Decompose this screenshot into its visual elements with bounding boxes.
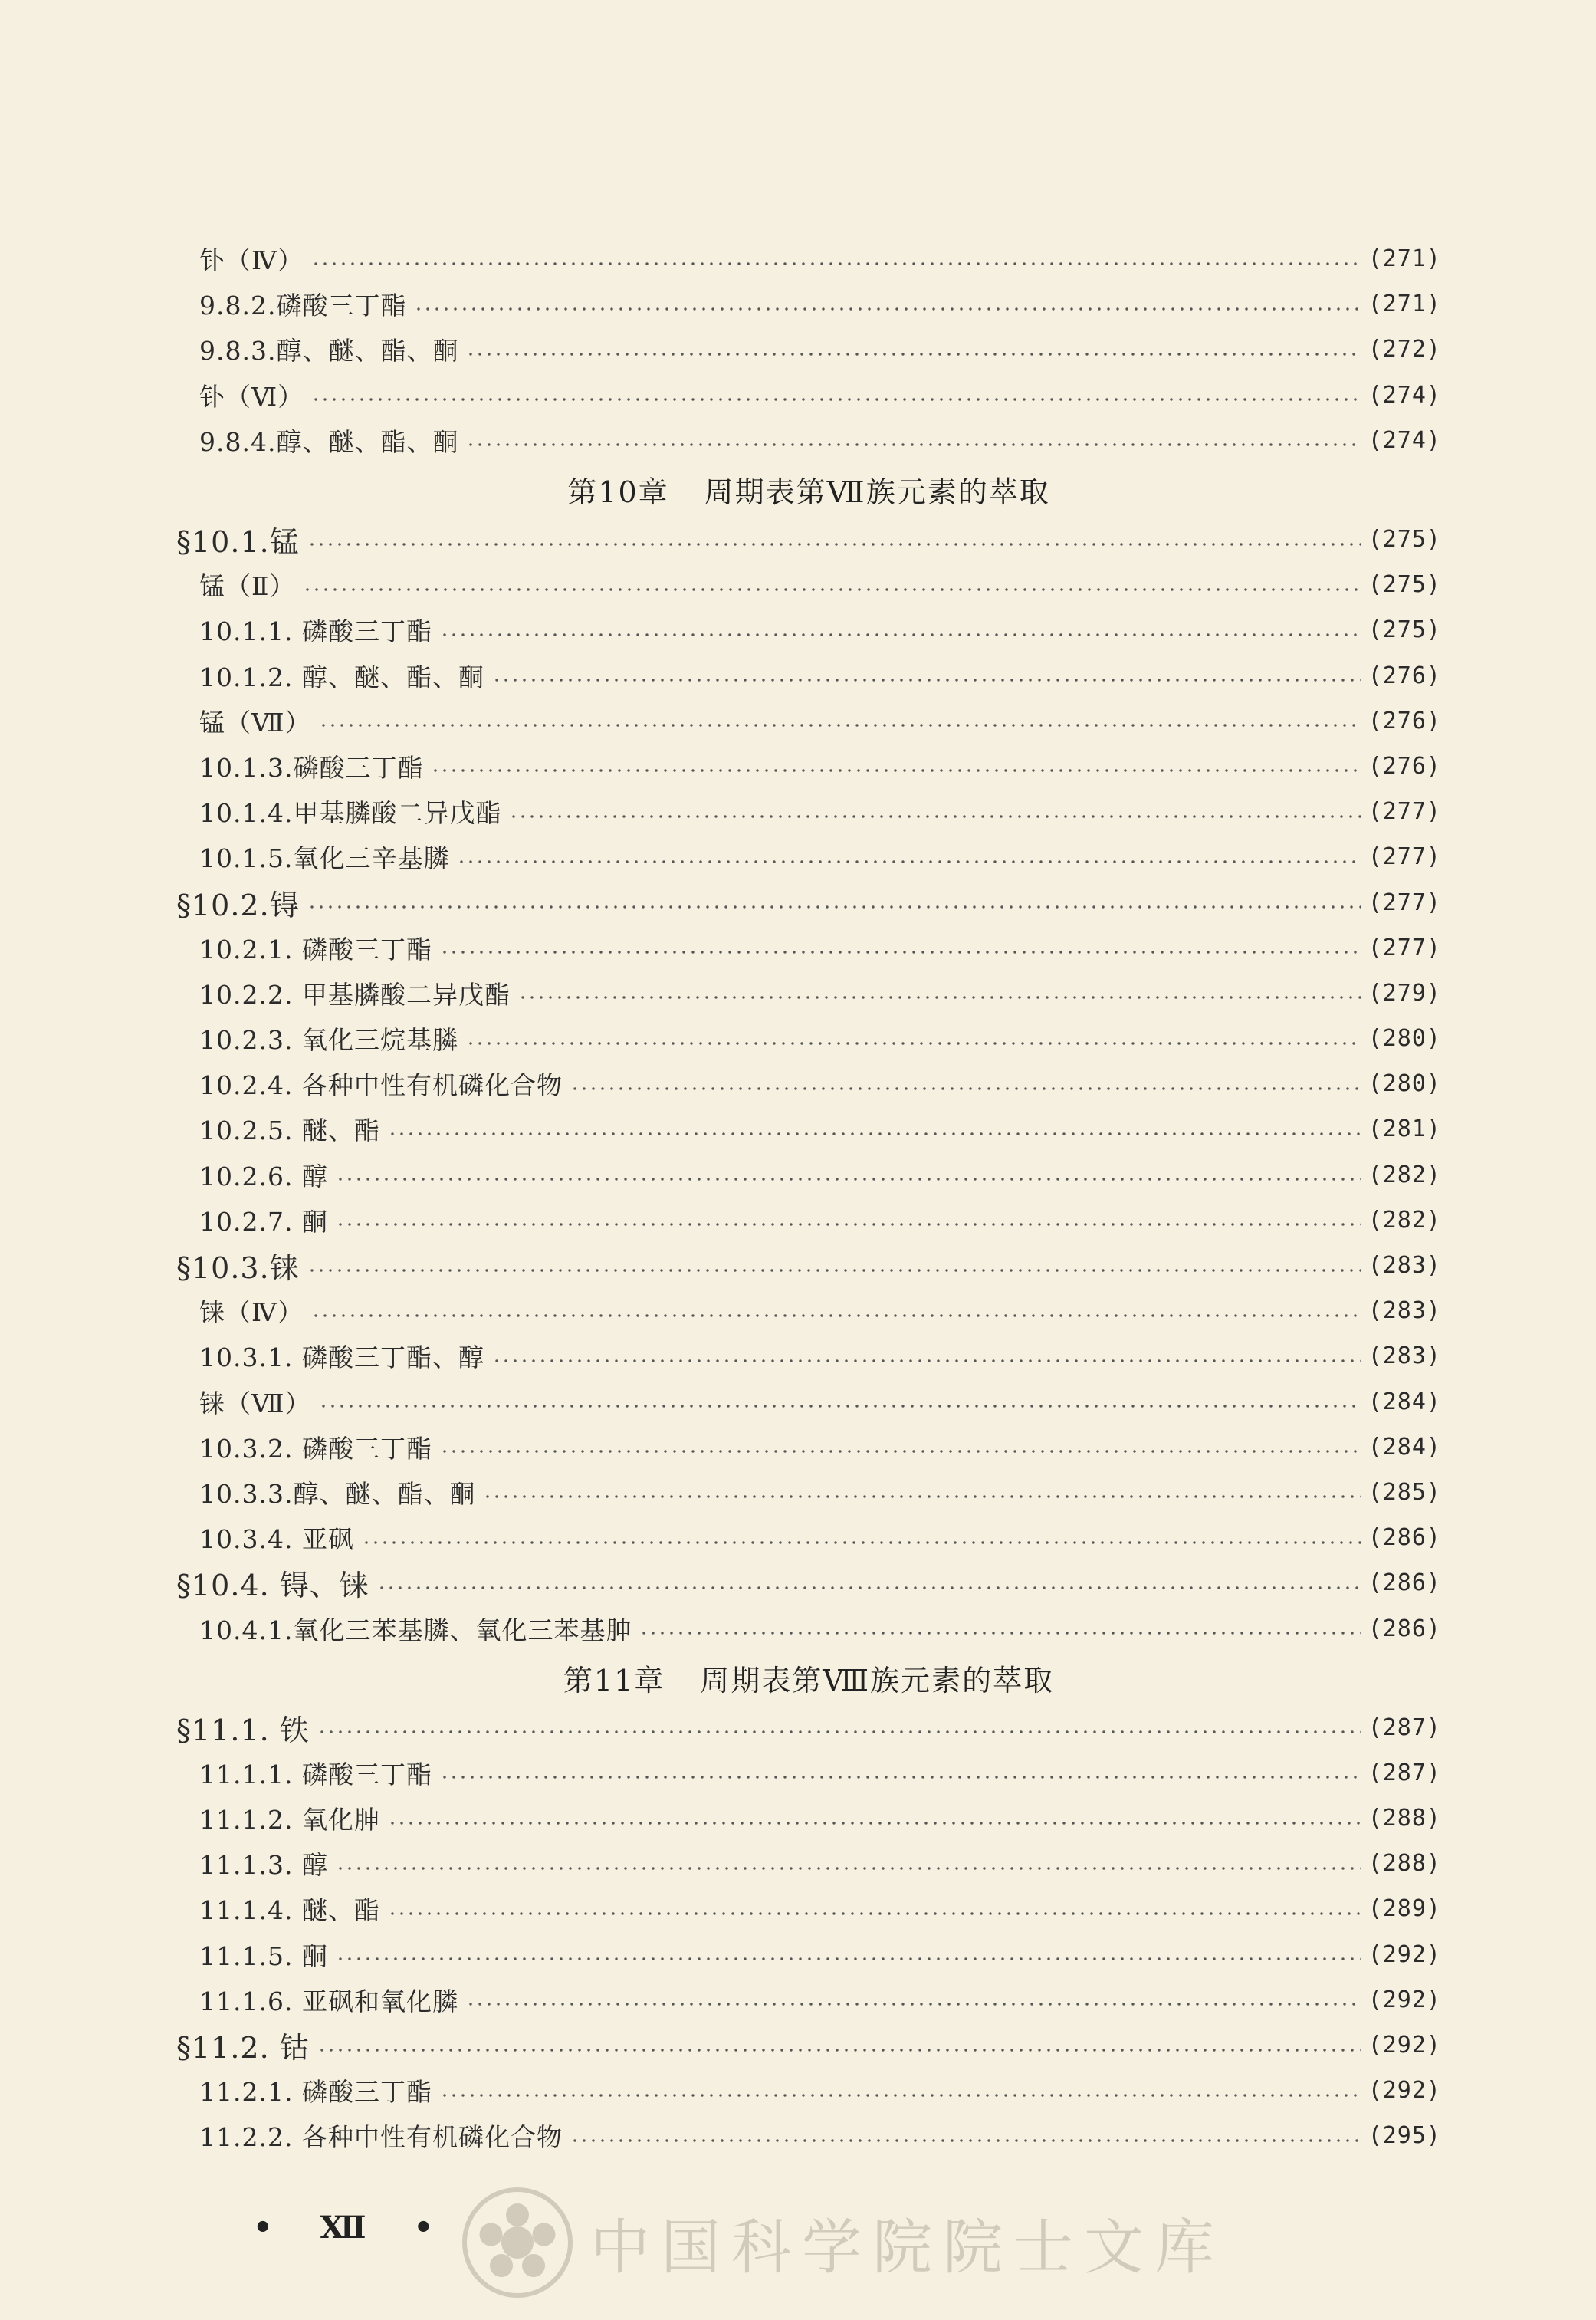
toc-entry-page: (277) bbox=[1368, 889, 1441, 916]
toc-entry bbox=[176, 1796, 1441, 1841]
toc-entry bbox=[176, 1198, 1441, 1243]
toc-entry bbox=[176, 373, 1441, 418]
toc-entry bbox=[176, 1977, 1441, 2023]
chapter-number: 第10章 bbox=[567, 475, 669, 510]
toc-entry-page: (285) bbox=[1368, 1478, 1441, 1506]
toc-entry bbox=[176, 2113, 1441, 2158]
toc-entry-label: 10.4.1.氧化三苯基膦、氧化三苯基胂 bbox=[199, 1615, 632, 1645]
dot-leader bbox=[311, 262, 1361, 265]
toc-entry-label: 11.1.3. 醇 bbox=[199, 1850, 328, 1881]
toc-entry-page: (289) bbox=[1368, 1895, 1441, 1923]
toc-entry-page: (286) bbox=[1368, 1569, 1441, 1597]
toc-entry-page: (275) bbox=[1368, 571, 1441, 599]
toc-entry-page: (277) bbox=[1368, 934, 1441, 961]
dot-leader bbox=[336, 1178, 1361, 1181]
dot-leader bbox=[509, 815, 1360, 818]
toc-entry bbox=[176, 418, 1441, 463]
dot-leader bbox=[414, 307, 1360, 311]
toc-entry-page: (275) bbox=[1368, 526, 1441, 554]
toc-entry-label: 11.2.2. 各种中性有机磷化合物 bbox=[199, 2122, 563, 2153]
toc-entry bbox=[176, 2023, 1441, 2068]
toc-entry-label: 10.1.5.氧化三辛基膦 bbox=[199, 843, 450, 874]
toc-entry-page: (276) bbox=[1368, 707, 1441, 734]
toc-entry-label: 钋（Ⅳ） bbox=[199, 245, 304, 276]
dot-leader bbox=[457, 860, 1360, 863]
dot-leader bbox=[336, 1867, 1361, 1870]
toc-entry bbox=[176, 2068, 1441, 2113]
toc-entry-label: 10.3.2. 磷酸三丁酯 bbox=[199, 1433, 432, 1464]
dot-leader bbox=[466, 2003, 1361, 2006]
toc-entry bbox=[176, 281, 1441, 327]
dot-leader bbox=[440, 1450, 1361, 1453]
toc-entry-page: (286) bbox=[1368, 1615, 1441, 1642]
dot-leader bbox=[440, 951, 1361, 954]
toc-entry bbox=[176, 1705, 1441, 1750]
toc-entry bbox=[176, 698, 1441, 744]
toc-entry-label: 10.2.1. 磷酸三丁酯 bbox=[199, 934, 432, 964]
toc-entry bbox=[176, 1425, 1441, 1470]
toc-entry-page: (292) bbox=[1368, 2032, 1441, 2059]
toc-entry-label: 10.2.3. 氧化三烷基膦 bbox=[199, 1025, 458, 1056]
toc-entry bbox=[176, 1379, 1441, 1425]
toc-entry bbox=[176, 1152, 1441, 1198]
dot-leader bbox=[492, 679, 1361, 682]
watermark bbox=[460, 2185, 1225, 2300]
dot-leader bbox=[303, 588, 1360, 591]
page-number-footer: • Ⅻ • bbox=[253, 2210, 452, 2246]
dot-leader bbox=[570, 2139, 1361, 2142]
dot-leader bbox=[311, 398, 1360, 401]
toc-entry-page: (292) bbox=[1368, 1986, 1441, 2013]
toc-entry bbox=[176, 1515, 1441, 1560]
toc-entry bbox=[176, 1016, 1441, 1061]
dot-leader bbox=[307, 905, 1361, 909]
toc-entry-page: (277) bbox=[1368, 798, 1441, 826]
chapter-title: 周期表第Ⅶ族元素的萃取 bbox=[704, 475, 1050, 510]
toc-entry bbox=[176, 744, 1441, 789]
toc-entry-page: (271) bbox=[1368, 245, 1441, 273]
toc-entry bbox=[176, 1560, 1441, 1605]
toc-entry-label: §10.2.锝 bbox=[176, 888, 300, 922]
chapter-number: 第11章 bbox=[563, 1664, 665, 1698]
toc-entry-page: (284) bbox=[1368, 1388, 1441, 1415]
dot-leader bbox=[431, 769, 1360, 772]
toc-entry-label: 11.1.4. 醚、酯 bbox=[199, 1895, 380, 1926]
dot-leader bbox=[307, 1269, 1361, 1272]
toc-entry bbox=[176, 1243, 1441, 1288]
toc-entry bbox=[176, 1841, 1441, 1886]
toc-entry-page: (284) bbox=[1368, 1433, 1441, 1461]
toc-entry-label: §11.2. 钴 bbox=[176, 2031, 310, 2065]
toc-entry-page: (286) bbox=[1368, 1524, 1441, 1552]
toc-entry-page: (274) bbox=[1368, 381, 1441, 409]
toc-entry-label: 9.8.4.醇、醚、酯、酮 bbox=[199, 426, 459, 457]
toc-entry-label: 10.2.7. 酮 bbox=[199, 1206, 328, 1237]
dot-leader bbox=[362, 1541, 1361, 1544]
dot-leader bbox=[377, 1586, 1361, 1589]
dot-leader bbox=[311, 1314, 1361, 1317]
toc-entry bbox=[176, 1288, 1441, 1333]
dot-leader bbox=[570, 1087, 1361, 1090]
toc-entry-label: 钋（Ⅵ） bbox=[199, 381, 304, 412]
toc-entry bbox=[176, 925, 1441, 971]
toc-entry-page: (287) bbox=[1368, 1759, 1441, 1786]
toc-entry-page: (272) bbox=[1368, 336, 1441, 363]
toc-group-chapter9-tail bbox=[176, 236, 1441, 463]
toc-entry-page: (277) bbox=[1368, 843, 1441, 871]
toc-entry-page: (292) bbox=[1368, 2077, 1441, 2105]
toc-entry-label: 10.3.3.醇、醚、酯、酮 bbox=[199, 1478, 476, 1509]
toc-entry-label: 9.8.2.磷酸三丁酯 bbox=[199, 291, 407, 321]
toc-entry-label: 11.1.2. 氧化胂 bbox=[199, 1805, 380, 1835]
dot-leader bbox=[336, 1957, 1361, 1960]
dot-leader bbox=[639, 1632, 1360, 1635]
toc-entry-page: (283) bbox=[1368, 1252, 1441, 1280]
chapter-heading-11 bbox=[176, 1651, 1441, 1705]
toc-entry-page: (288) bbox=[1368, 1805, 1441, 1832]
toc-group-chapter11 bbox=[176, 1705, 1441, 2159]
toc-entry bbox=[176, 1106, 1441, 1152]
toc-entry bbox=[176, 789, 1441, 834]
dot-leader bbox=[319, 1405, 1361, 1408]
toc-entry-page: (295) bbox=[1368, 2122, 1441, 2150]
dot-leader bbox=[307, 543, 1361, 546]
toc-entry-page: (271) bbox=[1368, 291, 1441, 318]
seal-logo-icon bbox=[460, 2185, 575, 2300]
toc-entry-page: (281) bbox=[1368, 1116, 1441, 1143]
toc-entry-label: 11.2.1. 磷酸三丁酯 bbox=[199, 2077, 432, 2108]
toc-entry-label: 11.1.6. 亚砜和氧化膦 bbox=[199, 1986, 458, 2016]
toc-entry-label: 11.1.5. 酮 bbox=[199, 1940, 328, 1971]
toc-entry-page: (287) bbox=[1368, 1714, 1441, 1741]
toc-entry bbox=[176, 607, 1441, 652]
toc-entry bbox=[176, 1470, 1441, 1515]
table-of-contents bbox=[176, 236, 1441, 2159]
toc-entry bbox=[176, 327, 1441, 372]
toc-entry-label: §10.1.锰 bbox=[176, 525, 300, 560]
toc-group-chapter10 bbox=[176, 517, 1441, 1651]
toc-entry-page: (276) bbox=[1368, 662, 1441, 689]
toc-entry-page: (274) bbox=[1368, 426, 1441, 454]
toc-entry bbox=[176, 879, 1441, 925]
toc-entry-page: (282) bbox=[1368, 1161, 1441, 1188]
toc-entry bbox=[176, 653, 1441, 698]
toc-entry-label: 11.1.1. 磷酸三丁酯 bbox=[199, 1759, 432, 1789]
toc-entry-page: (288) bbox=[1368, 1850, 1441, 1878]
toc-entry-label: 10.1.3.磷酸三丁酯 bbox=[199, 752, 424, 783]
toc-entry-label: 10.1.1. 磷酸三丁酯 bbox=[199, 616, 432, 647]
dot-leader bbox=[492, 1359, 1361, 1362]
toc-entry-page: (276) bbox=[1368, 752, 1441, 780]
toc-entry bbox=[176, 1333, 1441, 1379]
toc-entry-label: 9.8.3.醇、醚、酯、酮 bbox=[199, 336, 459, 366]
toc-entry-page: (275) bbox=[1368, 616, 1441, 644]
chapter-title: 周期表第Ⅷ族元素的萃取 bbox=[700, 1664, 1055, 1698]
toc-entry-label: 锰（Ⅶ） bbox=[199, 707, 311, 738]
toc-entry-page: (279) bbox=[1368, 979, 1441, 1007]
dot-leader bbox=[466, 1042, 1361, 1045]
toc-entry-label: 铼（Ⅳ） bbox=[199, 1297, 304, 1328]
toc-entry-page: (292) bbox=[1368, 1940, 1441, 1968]
dot-leader bbox=[319, 724, 1361, 727]
toc-entry-label: 10.3.1. 磷酸三丁酯、醇 bbox=[199, 1342, 484, 1373]
dot-leader bbox=[440, 2094, 1361, 2097]
toc-entry-label: 10.2.5. 醚、酯 bbox=[199, 1116, 380, 1146]
toc-entry-label: §10.4. 锝、铼 bbox=[176, 1569, 369, 1603]
dot-leader bbox=[518, 996, 1361, 999]
dot-leader bbox=[317, 1730, 1361, 1733]
toc-entry-label: §10.3.铼 bbox=[176, 1251, 300, 1286]
toc-entry bbox=[176, 1886, 1441, 1931]
toc-entry-label: 10.1.2. 醇、醚、酯、酮 bbox=[199, 662, 484, 692]
toc-entry bbox=[176, 834, 1441, 879]
toc-entry-label: 锰（Ⅱ） bbox=[199, 571, 296, 602]
dot-leader bbox=[466, 353, 1360, 356]
dot-leader bbox=[440, 1776, 1361, 1779]
dot-leader bbox=[440, 633, 1361, 636]
toc-entry-page: (280) bbox=[1368, 1070, 1441, 1098]
dot-leader bbox=[317, 2049, 1361, 2052]
dot-leader bbox=[336, 1223, 1361, 1226]
toc-entry-label: 10.1.4.甲基膦酸二异戊酯 bbox=[199, 798, 502, 829]
toc-entry bbox=[176, 1605, 1441, 1651]
toc-entry-page: (280) bbox=[1368, 1025, 1441, 1053]
toc-entry bbox=[176, 1061, 1441, 1106]
toc-entry bbox=[176, 971, 1441, 1016]
toc-entry-label: 10.2.2. 甲基膦酸二异戊酯 bbox=[199, 979, 511, 1010]
toc-entry-label: 10.2.4. 各种中性有机磷化合物 bbox=[199, 1070, 563, 1101]
toc-entry-label: 10.2.6. 醇 bbox=[199, 1161, 328, 1191]
dot-leader bbox=[388, 1132, 1361, 1135]
toc-entry bbox=[176, 562, 1441, 607]
toc-entry bbox=[176, 517, 1441, 562]
dot-leader bbox=[388, 1822, 1361, 1825]
dot-leader bbox=[466, 443, 1360, 446]
toc-entry-page: (283) bbox=[1368, 1297, 1441, 1325]
toc-entry bbox=[176, 1932, 1441, 1977]
dot-leader bbox=[388, 1912, 1361, 1915]
watermark-text: 中国科学院院士文库 bbox=[590, 2213, 1226, 2282]
toc-entry bbox=[176, 236, 1441, 281]
dot-leader bbox=[483, 1495, 1360, 1498]
toc-entry-page: (282) bbox=[1368, 1206, 1441, 1234]
chapter-heading-10 bbox=[176, 463, 1441, 517]
toc-entry bbox=[176, 1750, 1441, 1796]
toc-entry-label: §11.1. 铁 bbox=[176, 1713, 310, 1747]
toc-entry-page: (283) bbox=[1368, 1342, 1441, 1370]
toc-entry-label: 10.3.4. 亚砜 bbox=[199, 1524, 354, 1555]
toc-entry-label: 铼（Ⅶ） bbox=[199, 1388, 311, 1418]
